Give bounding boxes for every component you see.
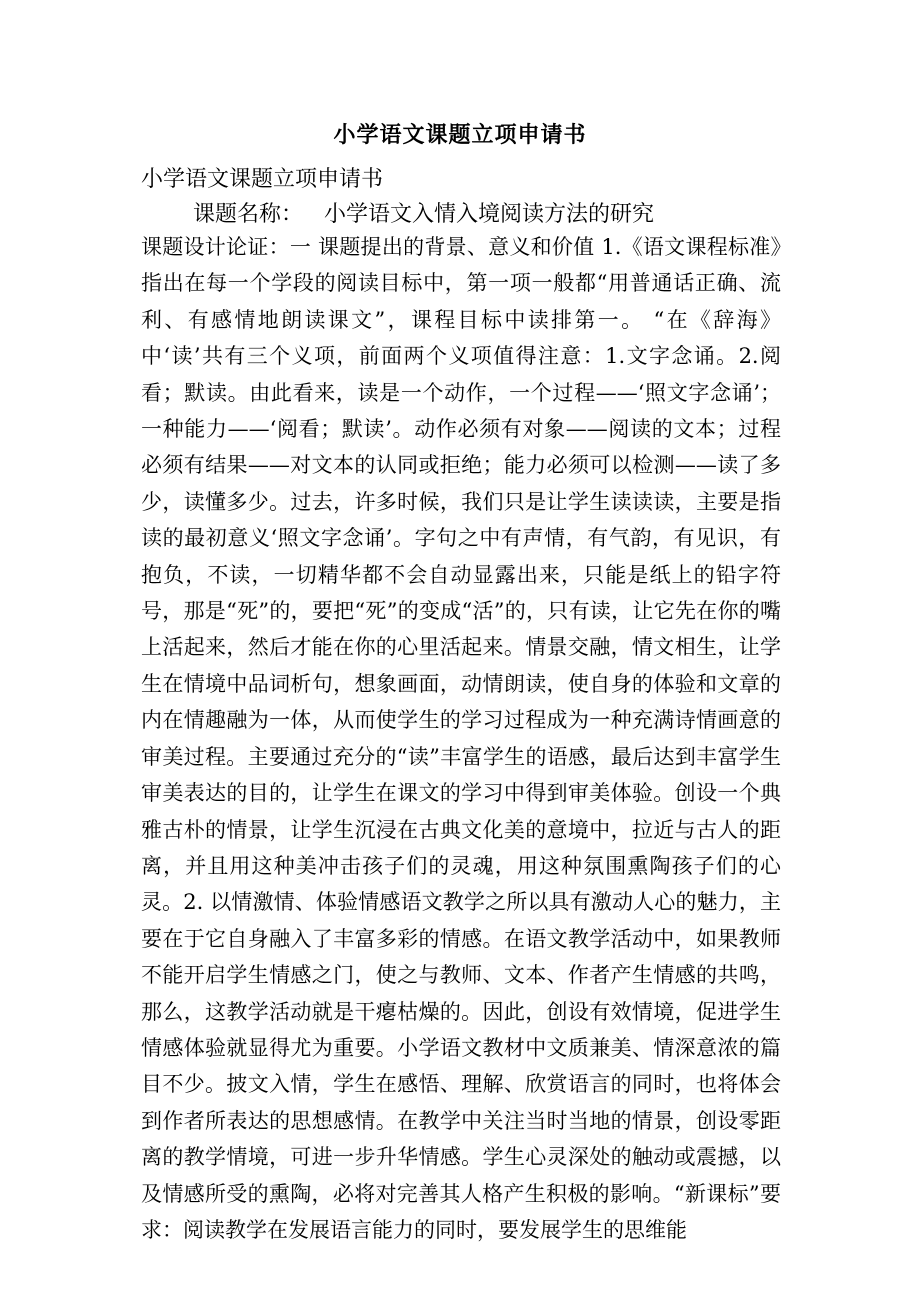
body-paragraph: 课题设计论证：一 课题提出的背景、意义和价值 1.《语文课程标准》指出在每一个学段的阅读目标中，第一项一般都“用普通话正确、流利、有感情地朗读课文”，课程目标中读排第一。 “在《辞海》中‘读’共有三个义项，前面两个义项值得注意：1.文字念诵。2.阅看；默读。由此看来，读是一个动作，一个过程——‘照文字念诵’；一种能力——‘阅看；默读’。动作必须有对象——阅读的文本；过程必须有结果——对文本的认同或拒绝；能力必须可以检测——读了多少，读懂多少。过去，许多时候，我们只是让学生读读读，主要是指读的最初意义‘照文字念诵’。字句之中有声情，有气韵，有见识，有抱负，不读，一切精华都不会自动显露出来，只能是纸上的铅字符号，那是“死”的，要把“死”的变成“活”的，只有读，让它先在你的嘴上活起来，然后才能在你的心里活起来。情景交融，情文相生，让学生在情境中品词析句，想象画面，动情朗读，使自身的体验和文章的内在情趣融为一体，从而使学生的学习过程成为一种充满诗情画意的审美过程。主要通过充分的“读”丰富学生的语感，最后达到丰富学生审美表达的目的，让学生在课文的学习中得到审美体验。创设一个典雅古朴的情景，让学生沉浸在古典文化美的意境中，拉近与古人的距离，并且用这种美冲击孩子们的灵魂，用这种氛围熏陶孩子们的心灵。2. 以情激情、体验情感语文教学之所以具有激动人心的魅力，主要在于它自身融入了丰富多彩的情感。在语文教学活动中，如果教师不能开启学生情感之门，使之与教师、文本、作者产生情感的共鸣，那么，这教学活动就是干瘪枯燥的。因此，创设有效情境，促进学生情感体验就显得尤为重要。小学语文教材中文质兼美、情深意浓的篇目不少。披文入情，学生在感悟、理解、欣赏语言的同时，也将体会到作者所表达的思想感情。在教学中关注当时当地的情景，创设零距离的教学情境，可进一步升华情感。学生心灵深处的触动或震撼，以及情感所受的熏陶，必将对完善其人格产生积极的影响。“新课标”要求：阅读教学在发展语言能力的同时，要发展学生的思维能: [141, 235, 781, 1242]
document-subtitle: 小学语文课题立项申请书: [141, 167, 384, 192]
topic-line: [193, 198, 654, 232]
topic-value: 小学语文入情入境阅读方法的研究: [324, 202, 655, 227]
document-title: 小学语文课题立项申请书: [333, 122, 587, 148]
topic-label: 课题名称：: [193, 202, 304, 227]
